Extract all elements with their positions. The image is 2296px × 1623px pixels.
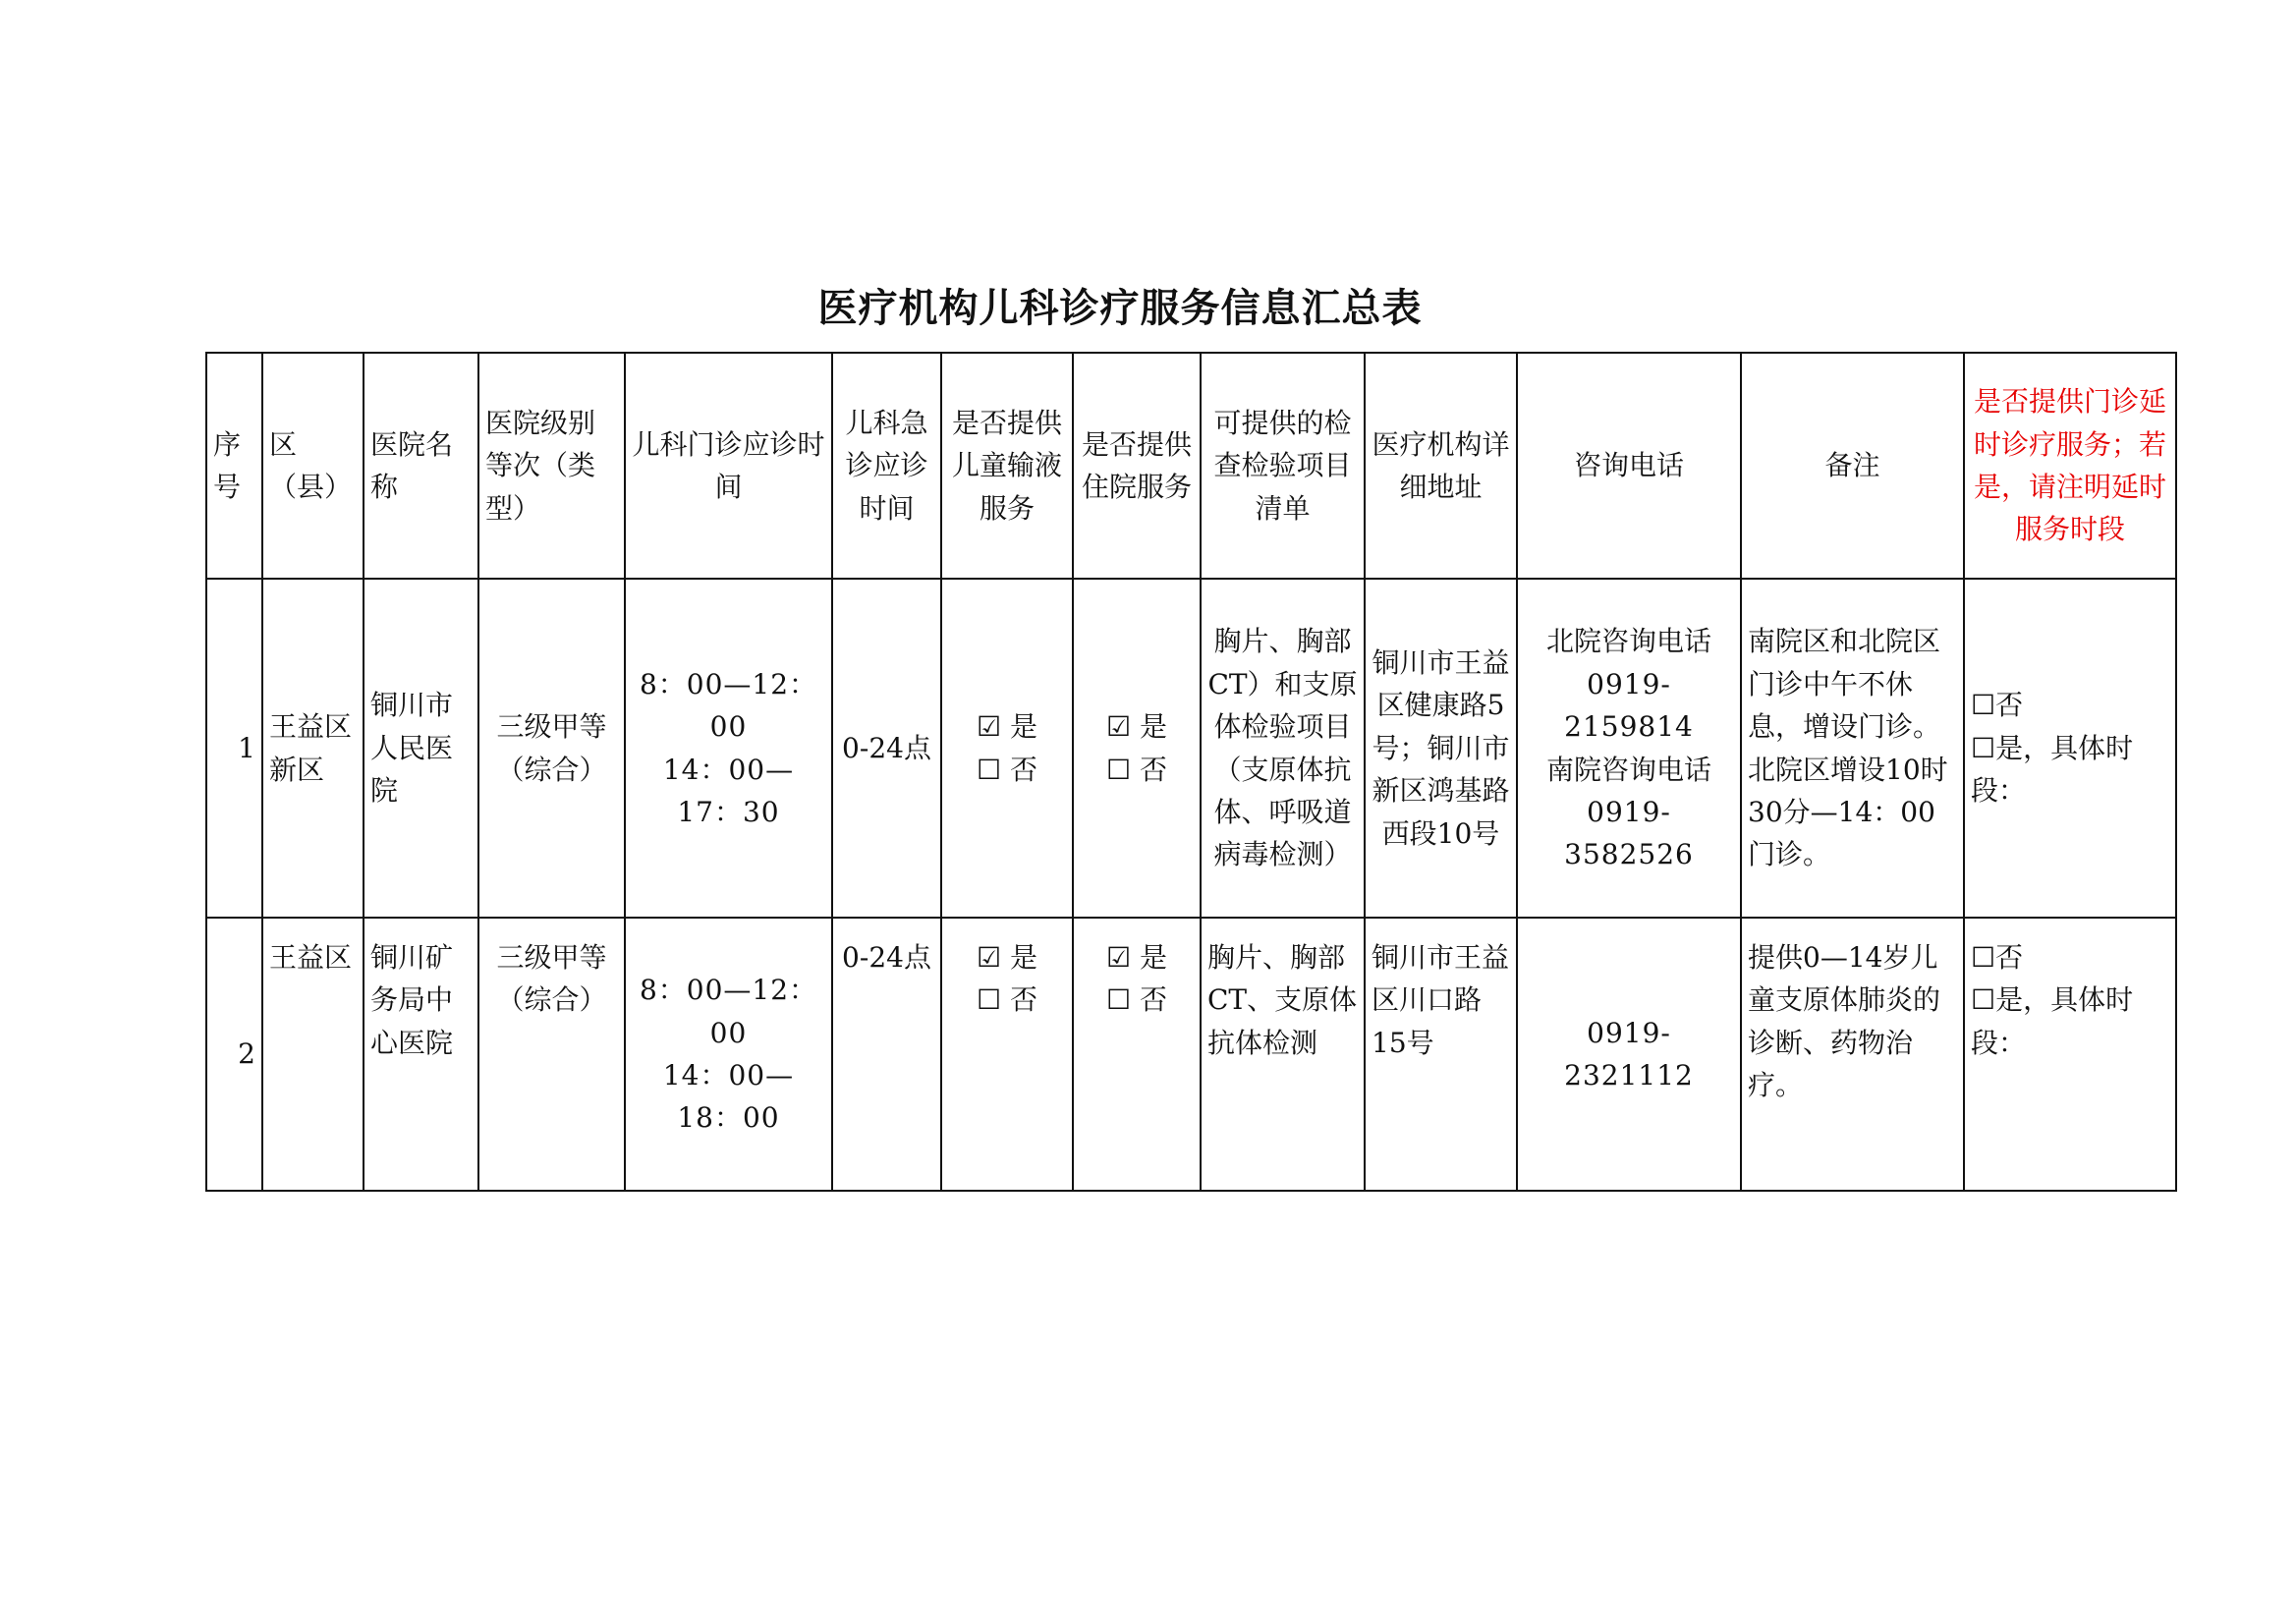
header-address: 医疗机构详细地址 [1365, 353, 1517, 579]
table-row [206, 918, 2176, 1191]
outpatient-afternoon: 14：00—17：30 [662, 753, 795, 828]
inpatient-no-checkbox[interactable]: ☐ 否 [1105, 983, 1167, 1017]
cell-emergency: 0-24点 [832, 579, 941, 918]
infusion-yes-checkbox[interactable]: ☑ 是 [976, 710, 1037, 744]
phone-north-number: 0919-2159814 [1564, 667, 1694, 744]
cell-seq: 1 [206, 579, 262, 918]
outpatient-afternoon: 14：00—18：00 [662, 1059, 795, 1135]
header-row [206, 353, 2176, 579]
cell-hospital: 铜川矿务局中心医院 [364, 918, 478, 1191]
cell-tests: 胸片、胸部CT）和支原体检验项目（支原体抗体、呼吸道病毒检测） [1201, 579, 1365, 918]
cell-level: 三级甲等（综合） [478, 579, 625, 918]
extended-yes-checkbox[interactable]: ☐是，具体时段： [1971, 731, 2134, 808]
header-district: 区（县） [262, 353, 364, 579]
cell-address: 铜川市王益区健康路5号；铜川市新区鸿基路西段10号 [1365, 579, 1517, 918]
cell-inpatient [1073, 918, 1201, 1191]
inpatient-no-checkbox[interactable]: ☐ 否 [1105, 753, 1167, 786]
cell-hospital: 铜川市人民医院 [364, 579, 478, 918]
header-level: 医院级别等次（类型） [478, 353, 625, 579]
header-outpatient: 儿科门诊应诊时间 [625, 353, 832, 579]
cell-phone [1517, 918, 1741, 1191]
infusion-no-checkbox[interactable]: ☐ 否 [976, 983, 1037, 1017]
extended-yes-checkbox[interactable]: ☐是，具体时段： [1971, 983, 2134, 1059]
cell-remarks: 南院区和北院区门诊中午不休息，增设门诊。北院区增设10时30分—14：00门诊。 [1741, 579, 1964, 918]
header-phone: 咨询电话 [1517, 353, 1741, 579]
inpatient-yes-checkbox[interactable]: ☑ 是 [1105, 941, 1167, 974]
table-row [206, 579, 2176, 918]
outpatient-morning: 8：00—12：00 [639, 667, 818, 744]
header-remarks: 备注 [1741, 353, 1964, 579]
cell-phone [1517, 579, 1741, 918]
phone-number: 0919-2321112 [1564, 1016, 1694, 1091]
infusion-no-checkbox[interactable]: ☐ 否 [976, 753, 1037, 786]
header-extended: 是否提供门诊延时诊疗服务；若是，请注明延时服务时段 [1964, 353, 2176, 579]
phone-south-label: 南院咨询电话 [1545, 753, 1711, 786]
inpatient-yes-checkbox[interactable]: ☑ 是 [1105, 710, 1167, 744]
infusion-yes-checkbox[interactable]: ☑ 是 [976, 941, 1037, 974]
cell-extended [1964, 918, 2176, 1191]
header-inpatient: 是否提供住院服务 [1073, 353, 1201, 579]
hospital-info-table [205, 352, 2177, 1192]
cell-outpatient [625, 579, 832, 918]
header-hospital: 医院名称 [364, 353, 478, 579]
cell-outpatient [625, 918, 832, 1191]
phone-north-label: 北院咨询电话 [1545, 625, 1711, 658]
cell-seq: 2 [206, 918, 262, 1191]
page-title: 医疗机构儿科诊疗服务信息汇总表 [817, 286, 1423, 331]
outpatient-morning: 8：00—12：00 [639, 974, 818, 1049]
cell-infusion [941, 579, 1073, 918]
cell-infusion [941, 918, 1073, 1191]
header-seq: 序号 [206, 353, 262, 579]
cell-extended [1964, 579, 2176, 918]
cell-tests: 胸片、胸部CT、支原体抗体检测 [1201, 918, 1365, 1191]
extended-no-checkbox[interactable]: ☐否 [1971, 941, 2024, 974]
header-tests: 可提供的检查检验项目清单 [1201, 353, 1365, 579]
cell-district: 王益区 新区 [262, 579, 364, 918]
cell-district: 王益区 [262, 918, 364, 1191]
cell-remarks: 提供0—14岁儿童支原体肺炎的诊断、药物治疗。 [1741, 918, 1964, 1191]
header-infusion: 是否提供儿童输液服务 [941, 353, 1073, 579]
cell-emergency: 0-24点 [832, 918, 941, 1191]
cell-level: 三级甲等（综合） [478, 918, 625, 1191]
extended-no-checkbox[interactable]: ☐否 [1971, 689, 2024, 722]
cell-address: 铜川市王益区川口路15号 [1365, 918, 1517, 1191]
phone-south-number: 0919-3582526 [1564, 795, 1694, 871]
header-emergency: 儿科急诊应诊时间 [832, 353, 941, 579]
cell-inpatient [1073, 579, 1201, 918]
